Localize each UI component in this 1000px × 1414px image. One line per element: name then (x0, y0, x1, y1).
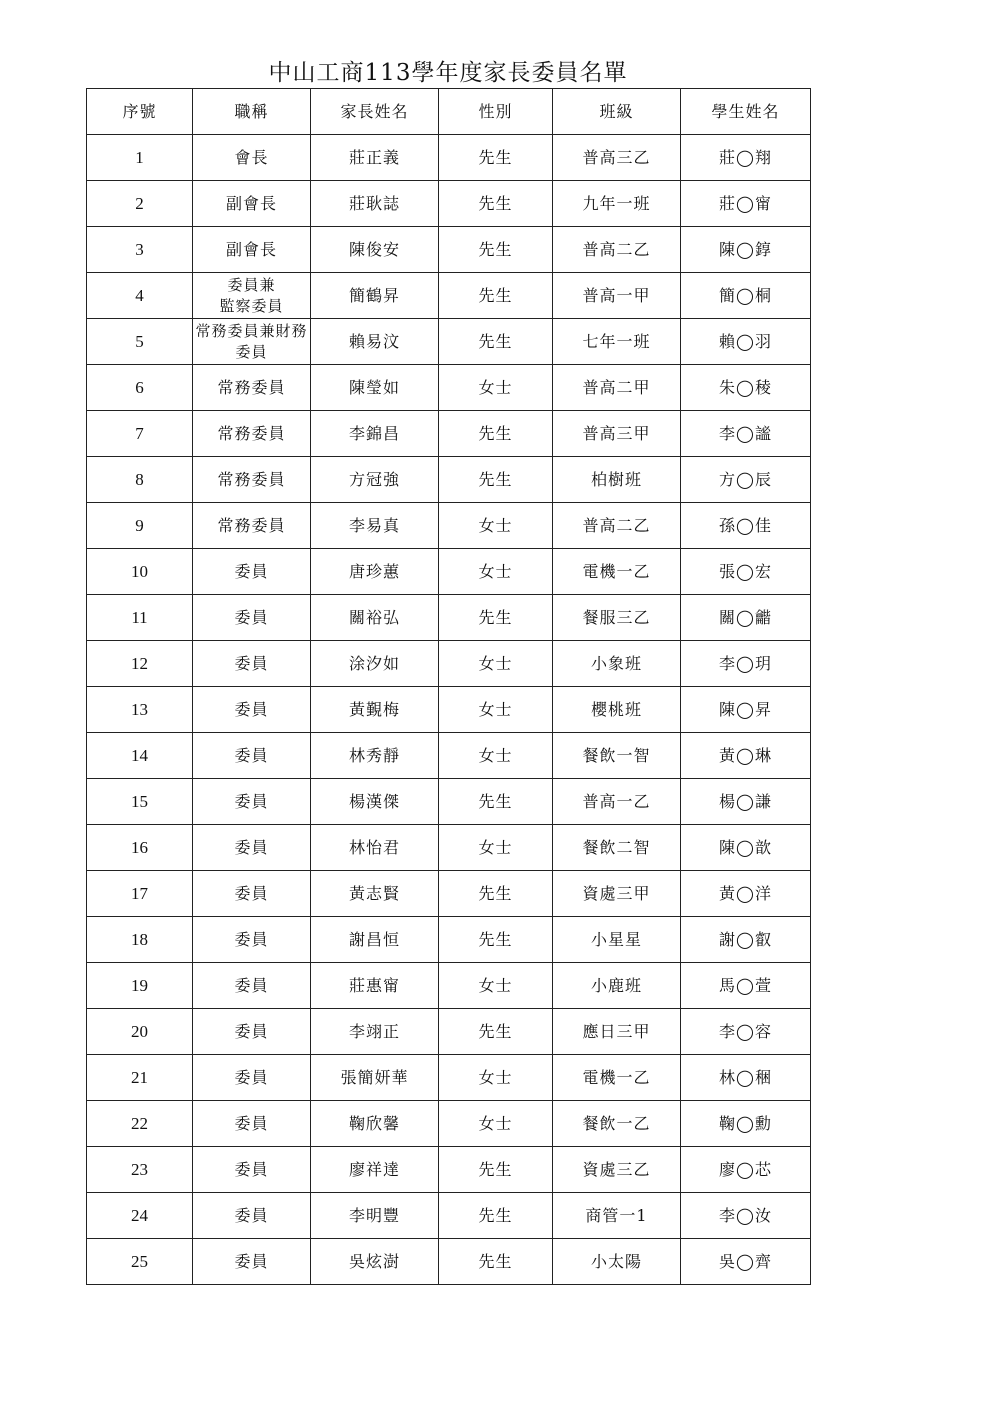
cell-number: 24 (87, 1193, 193, 1239)
cell-student-name: 孫◯佳 (681, 503, 811, 549)
cell-class: 小星星 (553, 917, 681, 963)
table-row (87, 135, 811, 181)
cell-student-name: 李◯容 (681, 1009, 811, 1055)
page-title: 中山工商113學年度家長委員名單 (268, 60, 628, 86)
cell-gender: 女士 (439, 825, 553, 871)
cell-number: 9 (87, 503, 193, 549)
cell-class: 資處三甲 (553, 871, 681, 917)
cell-student-name: 林◯稇 (681, 1055, 811, 1101)
cell-student-name: 吳◯齊 (681, 1239, 811, 1285)
table-row (87, 1193, 811, 1239)
cell-number: 14 (87, 733, 193, 779)
cell-number: 11 (87, 595, 193, 641)
table-row (87, 457, 811, 503)
cell-position: 委員 (193, 1193, 311, 1239)
cell-class: 商管一1 (553, 1193, 681, 1239)
cell-parent-name: 張簡妍華 (311, 1055, 439, 1101)
cell-class: 電機一乙 (553, 1055, 681, 1101)
cell-class: 七年一班 (553, 319, 681, 365)
cell-parent-name: 廖祥達 (311, 1147, 439, 1193)
cell-parent-name: 林秀靜 (311, 733, 439, 779)
cell-student-name: 莊◯甯 (681, 181, 811, 227)
cell-class: 應日三甲 (553, 1009, 681, 1055)
cell-parent-name: 李明豐 (311, 1193, 439, 1239)
cell-student-name: 關◯龤 (681, 595, 811, 641)
table-row (87, 641, 811, 687)
table-row (87, 1055, 811, 1101)
cell-number: 22 (87, 1101, 193, 1147)
table-row (87, 917, 811, 963)
cell-parent-name: 吳炫澍 (311, 1239, 439, 1285)
cell-class: 普高二乙 (553, 227, 681, 273)
cell-student-name: 張◯宏 (681, 549, 811, 595)
table-row (87, 963, 811, 1009)
cell-parent-name: 楊漢傑 (311, 779, 439, 825)
table-row (87, 825, 811, 871)
table-row (87, 365, 811, 411)
cell-parent-name: 莊耿誌 (311, 181, 439, 227)
cell-position: 副會長 (193, 227, 311, 273)
cell-gender: 先生 (439, 227, 553, 273)
cell-class: 普高一甲 (553, 273, 681, 319)
cell-number: 20 (87, 1009, 193, 1055)
cell-gender: 先生 (439, 1239, 553, 1285)
cell-position: 委員 (193, 1239, 311, 1285)
cell-gender: 先生 (439, 457, 553, 503)
table-row (87, 549, 811, 595)
cell-student-name: 方◯辰 (681, 457, 811, 503)
cell-student-name: 楊◯謙 (681, 779, 811, 825)
header-gender: 性別 (439, 89, 553, 135)
cell-student-name: 陳◯錞 (681, 227, 811, 273)
cell-student-name: 黃◯洋 (681, 871, 811, 917)
cell-gender: 女士 (439, 1101, 553, 1147)
cell-number: 3 (87, 227, 193, 273)
cell-parent-name: 黃志賢 (311, 871, 439, 917)
cell-parent-name: 莊惠甯 (311, 963, 439, 1009)
cell-class: 柏樹班 (553, 457, 681, 503)
cell-gender: 先生 (439, 273, 553, 319)
cell-gender: 先生 (439, 1193, 553, 1239)
cell-gender: 女士 (439, 1055, 553, 1101)
cell-position: 常務委員兼財務委員 (193, 319, 311, 365)
cell-student-name: 鞠◯勳 (681, 1101, 811, 1147)
cell-parent-name: 李錦昌 (311, 411, 439, 457)
table-body (87, 135, 811, 1285)
cell-parent-name: 簡鶴昇 (311, 273, 439, 319)
cell-class: 小鹿班 (553, 963, 681, 1009)
cell-number: 25 (87, 1239, 193, 1285)
header-parent-name: 家長姓名 (311, 89, 439, 135)
cell-position: 委員 (193, 963, 311, 1009)
cell-parent-name: 陳俊安 (311, 227, 439, 273)
cell-position: 委員 (193, 687, 311, 733)
cell-student-name: 莊◯翔 (681, 135, 811, 181)
cell-position: 委員 (193, 825, 311, 871)
cell-gender: 女士 (439, 733, 553, 779)
cell-position: 委員 (193, 641, 311, 687)
cell-parent-name: 李翊正 (311, 1009, 439, 1055)
cell-class: 資處三乙 (553, 1147, 681, 1193)
cell-class: 餐飲一智 (553, 733, 681, 779)
cell-gender: 先生 (439, 319, 553, 365)
header-student-name: 學生姓名 (681, 89, 811, 135)
cell-class: 櫻桃班 (553, 687, 681, 733)
cell-parent-name: 唐珍蕙 (311, 549, 439, 595)
cell-number: 2 (87, 181, 193, 227)
cell-number: 6 (87, 365, 193, 411)
cell-gender: 先生 (439, 181, 553, 227)
table-row (87, 227, 811, 273)
cell-position: 委員 (193, 917, 311, 963)
cell-student-name: 李◯謐 (681, 411, 811, 457)
cell-student-name: 廖◯芯 (681, 1147, 811, 1193)
table-row (87, 733, 811, 779)
cell-parent-name: 莊正義 (311, 135, 439, 181)
cell-student-name: 賴◯羽 (681, 319, 811, 365)
cell-position: 委員 (193, 549, 311, 595)
cell-student-name: 陳◯歆 (681, 825, 811, 871)
cell-student-name: 黃◯琳 (681, 733, 811, 779)
cell-position: 委員 (193, 733, 311, 779)
cell-number: 19 (87, 963, 193, 1009)
cell-class: 普高二甲 (553, 365, 681, 411)
cell-student-name: 簡◯桐 (681, 273, 811, 319)
cell-position: 委員 (193, 1055, 311, 1101)
cell-parent-name: 李易真 (311, 503, 439, 549)
cell-gender: 先生 (439, 871, 553, 917)
table-row (87, 503, 811, 549)
cell-gender: 先生 (439, 411, 553, 457)
cell-student-name: 陳◯昇 (681, 687, 811, 733)
table-row (87, 595, 811, 641)
cell-class: 小象班 (553, 641, 681, 687)
cell-number: 16 (87, 825, 193, 871)
cell-number: 17 (87, 871, 193, 917)
cell-student-name: 謝◯叡 (681, 917, 811, 963)
table-row (87, 871, 811, 917)
cell-class: 普高三乙 (553, 135, 681, 181)
cell-number: 8 (87, 457, 193, 503)
cell-parent-name: 方冠強 (311, 457, 439, 503)
table-row (87, 1009, 811, 1055)
cell-number: 1 (87, 135, 193, 181)
cell-number: 10 (87, 549, 193, 595)
header-class: 班級 (553, 89, 681, 135)
cell-parent-name: 涂汐如 (311, 641, 439, 687)
cell-position: 委員 (193, 595, 311, 641)
cell-class: 普高三甲 (553, 411, 681, 457)
cell-position: 常務委員 (193, 365, 311, 411)
cell-position: 委員 (193, 1147, 311, 1193)
cell-position: 委員 (193, 871, 311, 917)
cell-position: 常務委員 (193, 411, 311, 457)
cell-position: 委員 (193, 1009, 311, 1055)
cell-class: 小太陽 (553, 1239, 681, 1285)
cell-gender: 先生 (439, 1009, 553, 1055)
cell-gender: 女士 (439, 641, 553, 687)
cell-student-name: 朱◯稜 (681, 365, 811, 411)
cell-class: 普高一乙 (553, 779, 681, 825)
cell-position: 委員兼 監察委員 (193, 273, 311, 319)
cell-number: 21 (87, 1055, 193, 1101)
table-row (87, 1239, 811, 1285)
cell-class: 普高二乙 (553, 503, 681, 549)
cell-gender: 先生 (439, 917, 553, 963)
cell-gender: 女士 (439, 503, 553, 549)
cell-class: 餐飲二智 (553, 825, 681, 871)
cell-number: 12 (87, 641, 193, 687)
cell-gender: 先生 (439, 135, 553, 181)
table-row (87, 1147, 811, 1193)
cell-position: 會長 (193, 135, 311, 181)
table-header-row (87, 89, 811, 135)
cell-student-name: 李◯玥 (681, 641, 811, 687)
cell-gender: 先生 (439, 1147, 553, 1193)
cell-position: 常務委員 (193, 457, 311, 503)
cell-parent-name: 關裕弘 (311, 595, 439, 641)
cell-parent-name: 陳瑩如 (311, 365, 439, 411)
cell-gender: 先生 (439, 595, 553, 641)
header-position: 職稱 (193, 89, 311, 135)
table-row (87, 687, 811, 733)
cell-number: 7 (87, 411, 193, 457)
cell-number: 5 (87, 319, 193, 365)
table-row (87, 273, 811, 319)
table-row (87, 1101, 811, 1147)
table-row (87, 779, 811, 825)
cell-position: 委員 (193, 779, 311, 825)
table-row (87, 319, 811, 365)
cell-position: 副會長 (193, 181, 311, 227)
cell-number: 13 (87, 687, 193, 733)
cell-number: 18 (87, 917, 193, 963)
cell-class: 電機一乙 (553, 549, 681, 595)
cell-student-name: 馬◯萱 (681, 963, 811, 1009)
cell-gender: 女士 (439, 963, 553, 1009)
cell-gender: 女士 (439, 549, 553, 595)
table-row (87, 181, 811, 227)
cell-gender: 女士 (439, 687, 553, 733)
table-row (87, 411, 811, 457)
cell-number: 4 (87, 273, 193, 319)
header-number: 序號 (87, 89, 193, 135)
cell-position: 常務委員 (193, 503, 311, 549)
cell-class: 餐服三乙 (553, 595, 681, 641)
cell-position: 委員 (193, 1101, 311, 1147)
cell-class: 九年一班 (553, 181, 681, 227)
committee-table (86, 88, 811, 1285)
cell-student-name: 李◯汝 (681, 1193, 811, 1239)
cell-number: 23 (87, 1147, 193, 1193)
cell-parent-name: 林怡君 (311, 825, 439, 871)
cell-gender: 先生 (439, 779, 553, 825)
cell-parent-name: 鞠欣馨 (311, 1101, 439, 1147)
cell-gender: 女士 (439, 365, 553, 411)
cell-parent-name: 黃覲梅 (311, 687, 439, 733)
cell-class: 餐飲一乙 (553, 1101, 681, 1147)
cell-parent-name: 謝昌恒 (311, 917, 439, 963)
cell-parent-name: 賴易汶 (311, 319, 439, 365)
cell-number: 15 (87, 779, 193, 825)
